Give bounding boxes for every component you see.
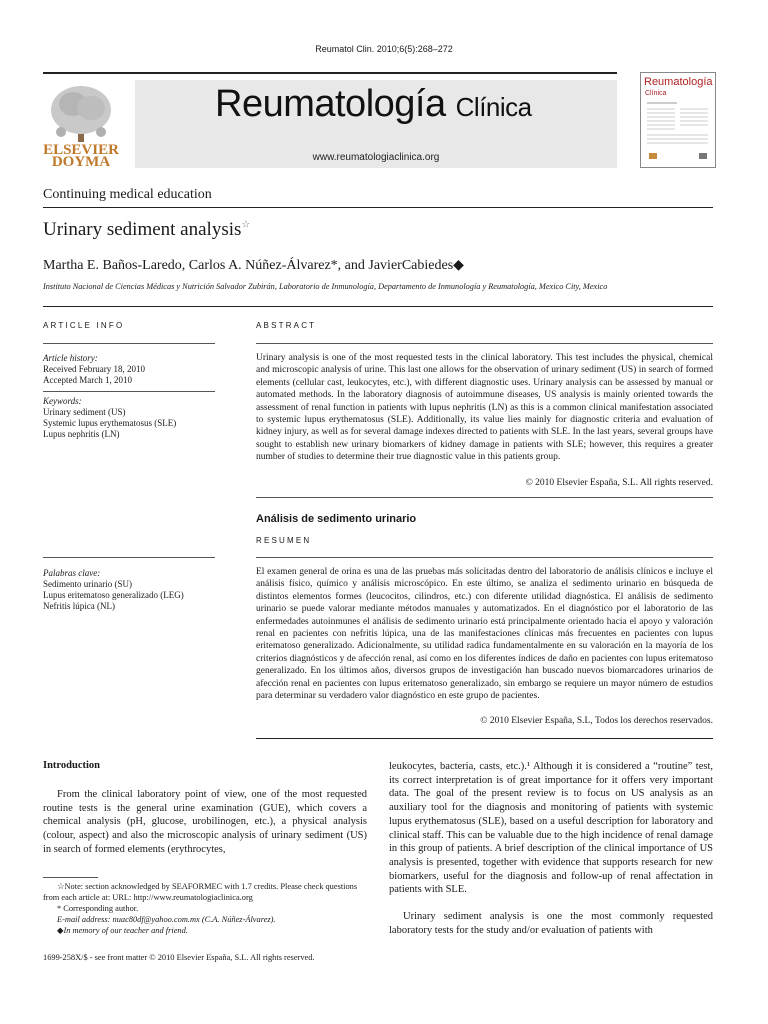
title-rule (43, 207, 713, 208)
footnote-memory: ◆In memory of our teacher and friend. (57, 926, 188, 935)
spanish-title: Análisis de sedimento urinario (256, 513, 417, 525)
article-history (43, 353, 215, 386)
abstract-end-rule (256, 497, 713, 498)
publisher-line-1: ELSEVIER (43, 142, 119, 158)
article-info-rule (43, 343, 215, 344)
keywords-label: Keywords: (43, 396, 82, 406)
introduction-heading: Introduction (43, 760, 100, 771)
palabra-clave-item: Nefritis lúpica (NL) (43, 601, 115, 611)
resumen-copyright: © 2010 Elsevier España, S.L, Todos los derechos reservados. (480, 716, 713, 726)
footnote-rule (43, 877, 98, 878)
keywords-block (43, 396, 215, 440)
abstract-heading: ABSTRACT (256, 321, 317, 330)
abstract-text: Urinary analysis is one of the most requested tests in the clinical laboratory. This test includes the physical, chemical and microscopic analysis of urine. This last one allows for the observation of urinary sediment (US) in search of formed elements (cellular cast, leukocytes, etc.), with different diagnostic uses. Urinary analysis can be assessed by manual or automated methods. In the laboratory diagnosis of autoimmune diseases, US analysis is mainly oriented towards the assessment of renal function in patients with lupus nephritis (LN) as this is a common clinical manifestation associated to systemic lupus erythematosus (SLE). Additionally, its value lies mainly for diagnostic criteria and evaluation of kidney injury, as well as for several damage indexes directed to patients with SLE. In the last years, several groups have sought to establish new urinary biomarkers of kidney damage in patients with SLE; however, this requires a greater number of studies to determine their true diagnostic value in this patients group. (256, 353, 713, 463)
resumen-text: El examen general de orina es una de las pruebas más solicitadas dentro del laboratorio de análisis clínicos e incluye el análisis físico, químico y análisis microscópico. En este último, se analiza el sedimento urinario en búsqueda de distintos elementos formes (leucocitos, cilindros, etc.) con diferente utilidad diagnóstica. El análisis de sedimento urinario se puede valorar mediante métodos manuales y automatizados. En el diagnóstico por el laboratorio de las enfermedades autoinmunes el análisis de sedimento urinario está principalmente orientado hacia el apoyo y valoración renal en pacientes con nefritis lúpica, una de las manifestaciones clínicas más frecuentes en pacientes con lupus eritematoso generalizado. Adicionalmente, su utilidad radica fundamentalmente en su valoración en la mayoría de los criterios diagnósticos y de afección renal, así como en los diferentes índices de daño en pacientes con lupus eritematoso generalizado. En los últimos años, diversos grupos de investigación han buscado nuevos biomarcadores urinarios de afección renal en pacientes con lupus eritematoso generalizado, sin embargo se requiere un mayor número de estudios para determinar su verdadero valor diagnóstico en este grupo de pacientes. (256, 567, 713, 702)
cover-subtitle: Clínica (645, 90, 667, 97)
section-label: Continuing medical education (43, 187, 212, 202)
history-rule (43, 391, 215, 392)
intro-paragraph-1: From the clinical laboratory point of view, one of the most requested routine tests is the general urine examination (GUE), which covers a chemical analysis (pH, glucose, urobilinogen, etc.), a physical analysis (colour, aspect) and also the microscopic analysis of urinary sediment (US) in search of formed elements (erythrocytes, (43, 789, 367, 855)
footnote-note: ☆Note: section acknowledged by SEAFORMEC with 1.7 credits. Please check questions from each article at: URL: http://www.reumatologiaclinica.org (43, 882, 358, 902)
cover-content-icon (645, 101, 711, 163)
journal-cover-thumbnail (640, 72, 716, 168)
header-divider (43, 306, 713, 307)
abstract-rule (256, 343, 713, 344)
affiliation: Instituto Nacional de Ciencias Médicas y Nutrición Salvador Zubirán, Laboratorio de Inmunología, Departamento de Inmunología y Reumatología, Mexico City, Mexico (43, 282, 608, 291)
footnotes (43, 881, 363, 936)
issn-line: 1699-258X/$ - see front matter © 2010 Elsevier España, S.L. All rights reserved. (43, 953, 315, 962)
paper-title (43, 219, 250, 241)
journal-subtitle: Clínica (455, 92, 532, 122)
citation: Reumatol Clin. 2010;6(5):268–272 (315, 44, 453, 54)
journal-title: Reumatología (215, 83, 446, 125)
article-history-label: Article history: (43, 353, 98, 363)
keyword-item: Lupus nephritis (LN) (43, 429, 120, 439)
author-list: Martha E. Baños-Laredo, Carlos A. Núñez-Álvarez*, and JavierCabiedes◆ (43, 258, 464, 273)
footnote-email[interactable]: E-mail address: nuac80df@yahoo.com.mx (C.A. Núñez-Álvarez). (57, 915, 276, 924)
cover-title: Reumatología (644, 76, 713, 88)
palabra-clave-item: Lupus eritematoso generalizado (LEG) (43, 590, 184, 600)
journal-name (215, 83, 532, 126)
palabras-rule (43, 557, 215, 558)
banner-top-rule (43, 72, 617, 74)
publisher-name (43, 144, 119, 168)
intro-paragraph-2: leukocytes, bacteria, casts, etc.).¹ Although it is considered a “routine” test, its correct interpretation is of great importance for it offers very important data. The goal of the present review is to focus on US analysis as an auxiliary tool for the diagnosis and monitoring of patients with systemic lupus erythematosus (SLE), based on a useful description for laboratory and clinical staff. This can be valuable due to the high incidence of renal damage in this group of patients. A brief description of the clinical importance of US analysis is presented, together with evidence that supports research for new biomarkers, useful for the diagnosis and follow-up of renal affectation in patients with SLE. (389, 761, 713, 896)
title-footnote-mark: ☆ (241, 219, 251, 231)
resumen-end-rule (256, 738, 713, 739)
palabras-clave-block (43, 568, 215, 612)
footnote-corresponding: * Corresponding author. (57, 904, 139, 913)
accepted-date: Accepted March 1, 2010 (43, 375, 132, 385)
intro-paragraph-3: Urinary sediment analysis is one the most commonly requested laboratory tests for the study and/or evaluation of patients with (389, 911, 713, 936)
palabra-clave-item: Sedimento urinario (SU) (43, 579, 132, 589)
keyword-item: Urinary sediment (US) (43, 407, 126, 417)
received-date: Received February 18, 2010 (43, 364, 145, 374)
resumen-heading: RESUMEN (256, 536, 312, 545)
abstract-copyright: © 2010 Elsevier España, S.L. All rights reserved. (525, 478, 713, 488)
journal-url[interactable]: www.reumatologiaclinica.org (312, 152, 440, 163)
article-info-heading: ARTICLE INFO (43, 321, 125, 330)
keyword-item: Systemic lupus erythematosus (SLE) (43, 418, 177, 428)
publisher-line-2: DOYMA (51, 154, 111, 170)
palabras-clave-label: Palabras clave: (43, 568, 101, 578)
paper-title-text: Urinary sediment analysis (43, 219, 242, 240)
resumen-rule (256, 557, 713, 558)
